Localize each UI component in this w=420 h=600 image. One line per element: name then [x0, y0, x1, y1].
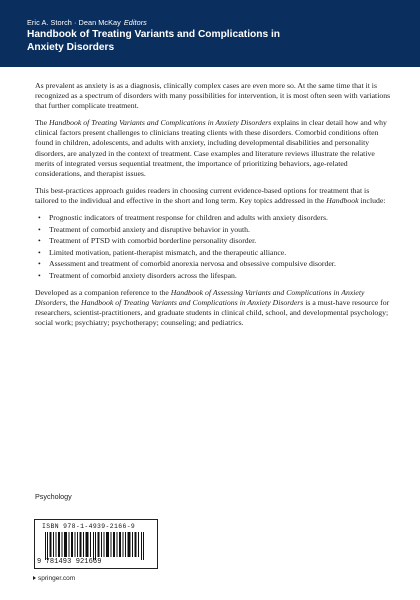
key-topic-item: [35, 213, 392, 223]
companion-book-title: Handbook of Assessing Variants and Complications in Anxiety Disorders: [35, 288, 365, 308]
key-topic-item: [35, 236, 392, 246]
publisher-url[interactable]: [33, 575, 75, 582]
approach-text-start: This best-practices approach guides readers in choosing current evidence-based options for treatment that is tailored to the individual and effective in the short and long term. Key topics addressed in the: [35, 185, 370, 205]
author-names: Eric A. Storch · Dean McKay: [27, 18, 121, 27]
key-topics-list: [35, 213, 392, 281]
barcode-digits: 9 781493 921669: [37, 558, 102, 566]
bullet-marker: •: [38, 224, 41, 234]
intro-paragraph: As prevalent as anxiety is as a diagnosis, clinically complex cases are even more so. At the same time that it is recognized as a spectrum of disorders with many possibilities for intervention, it is most often seen with variations that further complicate treatment.: [35, 81, 391, 111]
summary-paragraph: [35, 118, 392, 179]
key-topic-text: Treatment of PTSD with comorbid borderline personality disorder.: [49, 236, 257, 246]
book-title-line-1: Handbook of Treating Variants and Complications in: [27, 29, 281, 40]
bullet-marker: •: [38, 247, 41, 257]
arrow-right-icon: [33, 576, 36, 580]
bullet-marker: •: [38, 271, 41, 280]
publisher-url-text[interactable]: springer.com: [38, 575, 76, 582]
summary-book-title: Handbook of Treating Variants and Complications in Anxiety Disorders: [49, 118, 272, 128]
editors-label: Editors: [123, 18, 147, 27]
back-cover-description: [35, 81, 392, 335]
summary-text-rest: explains in clear detail how and why clinical factors present challenges to clinicians treating clients with these disorders. Comorbid conditions often found in children, adolescents, and adults with anxiety, including developmental disabilities and personality disorders, are analyzed in the context of treatment. Case examples and literature reviews illustrate the relative merits of integrated versus sequential treatment, the importance of prioritizing behaviors, age-related considerations, and therapist issues.: [35, 118, 387, 178]
key-topic-item: [35, 225, 392, 235]
isbn-barcode-box: [34, 519, 158, 569]
key-topic-item: [35, 259, 392, 269]
subject-category: Psychology: [35, 492, 72, 501]
key-topic-text: Treatment of comorbid anxiety and disruptive behavior in youth.: [49, 224, 250, 234]
summary-text-start: The: [35, 118, 49, 128]
key-topic-item: [35, 271, 392, 281]
key-topic-text: Treatment of comorbid anxiety disorders across the lifespan.: [49, 271, 237, 280]
book-title-line-2: Anxiety Disorders: [27, 41, 115, 53]
companion-text-end: is a must-have resource for researchers, scientist-practitioners, and graduate students in clinical child, school, and developmental psychology; social work; psychiatry; psychotherapy; counseling; and pediatrics.: [35, 298, 390, 328]
key-topic-item: [35, 248, 392, 258]
editors-line: [27, 18, 147, 27]
companion-text-mid: , the: [65, 298, 81, 308]
bullet-marker: •: [38, 213, 41, 223]
key-topic-text: Limited motivation, patient-therapist mismatch, and the therapeutic alliance.: [49, 247, 287, 257]
cover-header-band: [0, 0, 420, 67]
approach-paragraph: [35, 186, 392, 206]
book-title: [27, 29, 397, 54]
companion-paragraph: [35, 288, 392, 328]
companion-text-start: Developed as a companion reference to the: [35, 288, 171, 298]
this-book-title: Handbook of Treating Variants and Complications in Anxiety Disorders: [81, 298, 304, 308]
key-topic-text: Prognostic indicators of treatment response for children and adults with anxiety disorders.: [49, 213, 328, 223]
key-topic-text: Assessment and treatment of comorbid anorexia nervosa and obsessive compulsive disorder.: [49, 259, 336, 269]
barcode-icon: [45, 532, 147, 560]
approach-text-end: include:: [358, 195, 386, 205]
bullet-marker: •: [38, 259, 41, 269]
isbn-number: ISBN 978-1-4939-2166-9: [42, 523, 136, 530]
approach-handbook-word: Handbook: [326, 195, 359, 205]
bullet-marker: •: [38, 236, 41, 246]
